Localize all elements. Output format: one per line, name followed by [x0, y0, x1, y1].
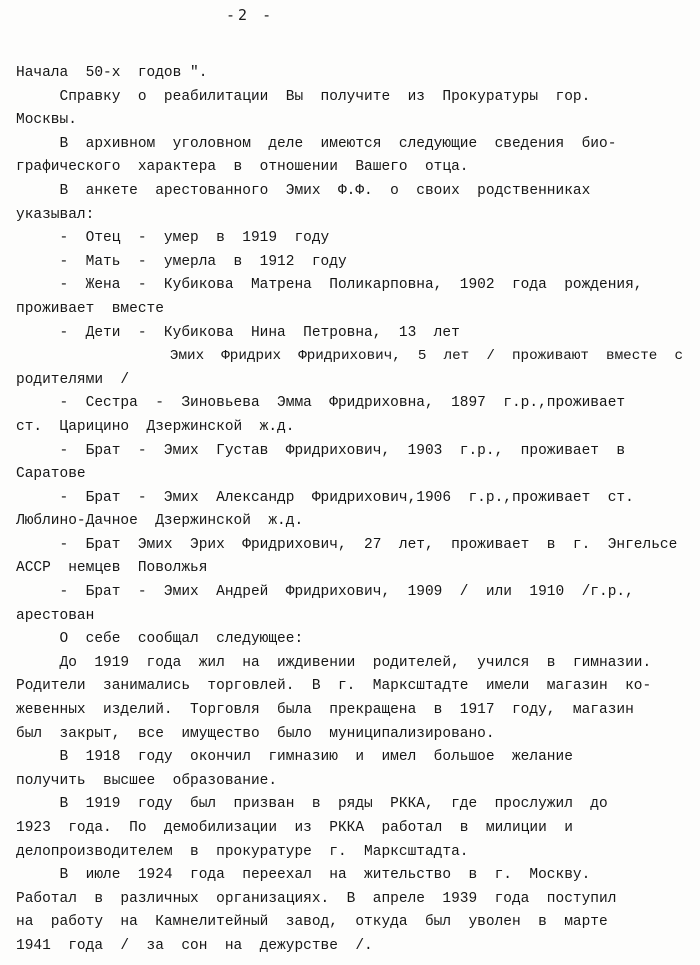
- text-line: О себе сообщал следующее:: [16, 631, 304, 648]
- text-line: - Мать - умерла в 1912 году: [16, 253, 347, 270]
- text-line: Работал в различных организациях. В апреле 1939 года поступил: [16, 890, 617, 907]
- text-line: ст. Царицино Дзержинской ж.д.: [16, 418, 295, 435]
- text-line: В июле 1924 года переехал на жительство в г. Москву.: [16, 867, 591, 884]
- text-line: - Брат - Эмих Александр Фридрихович,1906 г.р.,проживает ст.: [16, 489, 634, 506]
- text-line: на работу на Камнелитейный завод, откуда был уволен в марте: [16, 914, 608, 931]
- text-line: В 1918 году окончил гимназию и имел большое желание: [16, 749, 573, 766]
- text-line: Эмих Фридрих Фридрихович, 5 лет / проживают вместе с: [16, 348, 684, 365]
- document-body: [16, 62, 688, 959]
- text-line: Люблино-Дачное Дзержинской ж.д.: [16, 513, 304, 530]
- text-line: В анкете арестованного Эмих Ф.Ф. о своих родственниках: [16, 182, 591, 199]
- text-line: 1923 года. По демобилизации из РККА работал в милиции и: [16, 820, 573, 836]
- text-line: жевенных изделий. Торговля была прекращена в 1917 году, магазин: [16, 702, 634, 719]
- text-line: указывал:: [16, 206, 95, 223]
- text-line: АССР немцев Поволжья: [16, 560, 208, 577]
- text-line: проживает вместе: [16, 300, 164, 317]
- text-line: арестован: [16, 607, 95, 624]
- text-line: В архивном уголовном деле имеются следующие сведения био-: [16, 135, 617, 152]
- text-line: - Дети - Кубикова Нина Петровна, 13 лет: [16, 324, 460, 341]
- text-line: делопроизводителем в прокуратуре г. Марксштадта.: [16, 843, 469, 860]
- text-line: был закрыт, все имущество было муниципализировано.: [16, 725, 495, 742]
- text-line: - Брат - Эмих Густав Фридрихович, 1903 г.р., проживает в: [16, 442, 626, 459]
- text-line: - Жена - Кубикова Матрена Поликарповна, 1902 года рождения,: [16, 277, 643, 294]
- text-line: 1941 года / за сон на дежурстве /.: [16, 937, 373, 954]
- text-line: родителями /: [16, 371, 130, 388]
- text-line: - Сестра - Зиновьева Эмма Фридриховна, 1897 г.р.,проживает: [16, 395, 626, 412]
- text-line: Справку о реабилитации Вы получите из Прокуратуры гор.: [16, 88, 591, 105]
- text-line: - Брат - Эмих Андрей Фридрихович, 1909 / или 1910 /г.р.,: [16, 584, 634, 601]
- text-line: В 1919 году был призван в ряды РККА, где прослужил до: [16, 796, 608, 813]
- text-line: - Брат Эмих Эрих Фридрихович, 27 лет, проживает в г. Энгельсе: [16, 536, 678, 553]
- text-line: Родители занимались торговлей. В г. Марксштадте имели магазин ко-: [16, 678, 652, 695]
- text-line: До 1919 года жил на иждивении родителей, учился в гимназии.: [16, 654, 652, 671]
- page-number: -2 -: [226, 6, 275, 24]
- text-line: Начала 50-х годов ".: [16, 65, 208, 81]
- text-line: Саратове: [16, 466, 86, 483]
- text-line: графического характера в отношении Вашего отца.: [16, 159, 469, 176]
- text-line: - Отец - умер в 1919 году: [16, 230, 330, 247]
- text-line: получить высшее образование.: [16, 772, 278, 789]
- text-line: Москвы.: [16, 112, 77, 129]
